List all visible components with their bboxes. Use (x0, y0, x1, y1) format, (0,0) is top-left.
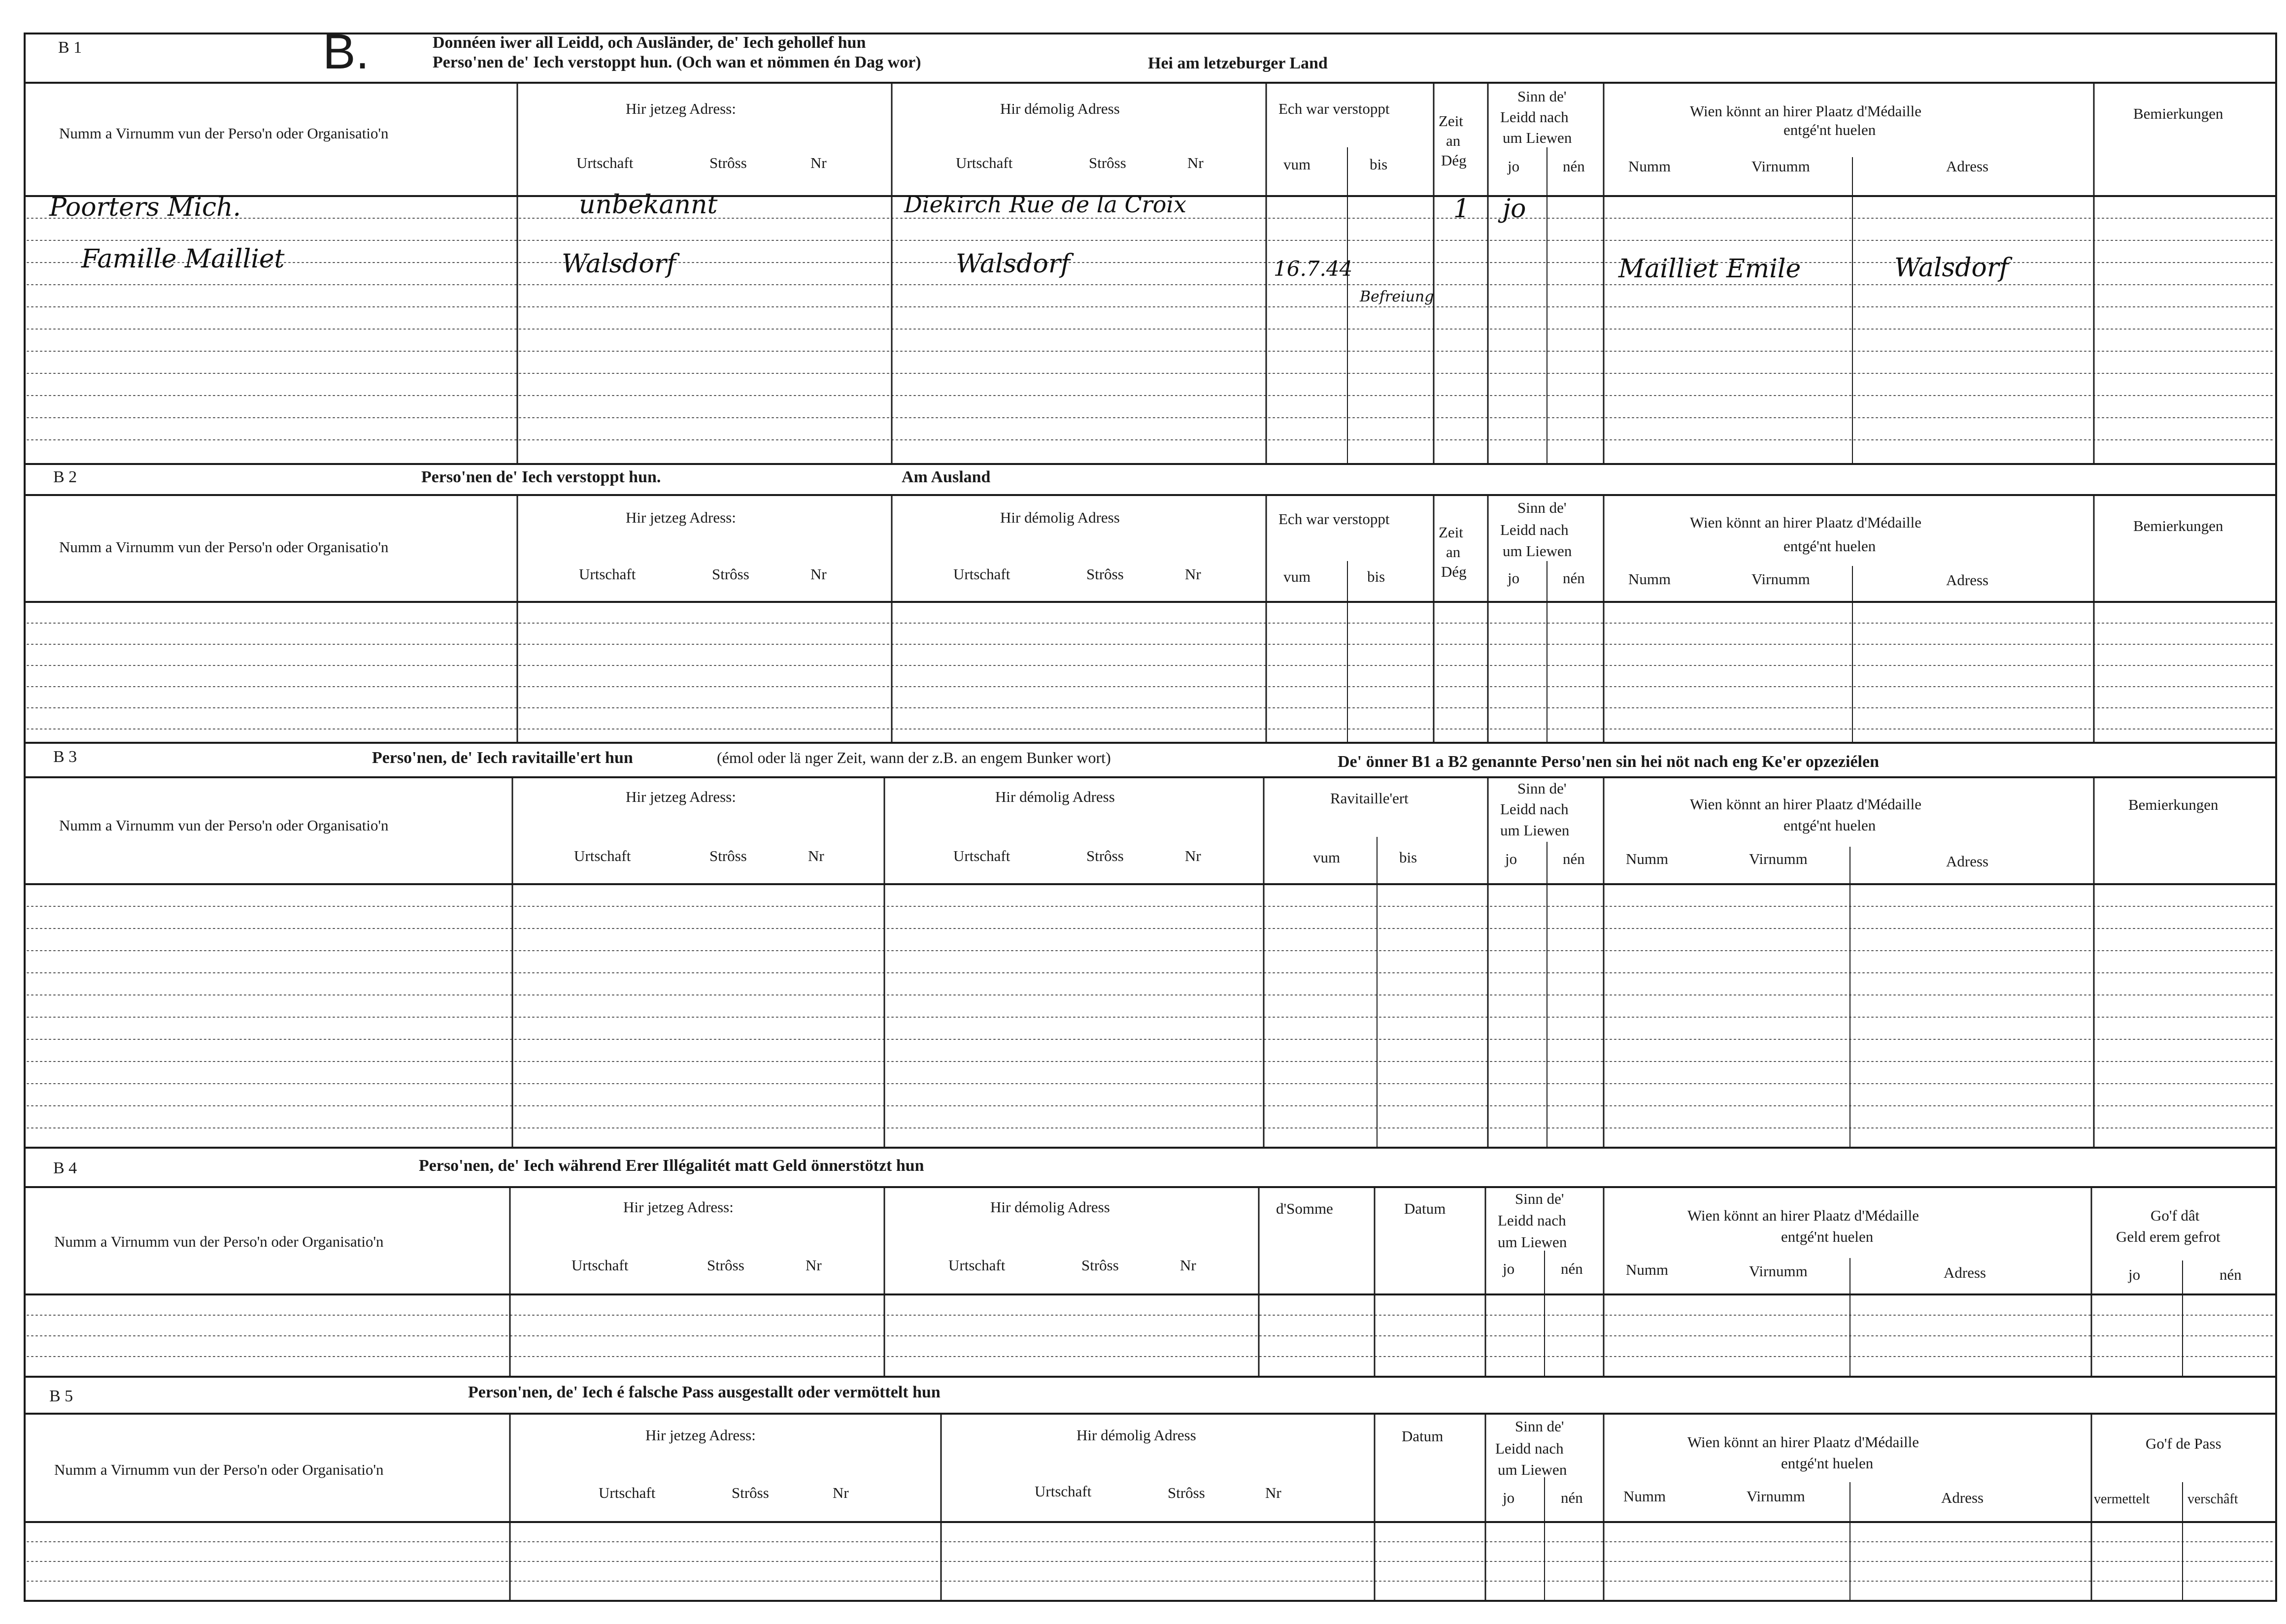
col-alive-header-3: um Liewen (1498, 1461, 1567, 1478)
sub-street: Strôss (1086, 565, 1124, 583)
sub-name: Numm (1623, 1488, 1666, 1505)
col-alive-header-1: Sinn de' (1515, 1190, 1564, 1207)
col-medal-header-1: Wien könnt an hirer Plaatz d'Médaille (1690, 514, 1922, 531)
section-title-line1: Donnéen iwer all Leidd, och Ausländer, de' Iech gehollef hun (433, 33, 866, 52)
col-alive-header-2: Leidd nach (1500, 521, 1569, 538)
section-title: Perso'nen, de' Iech ravitaille'ert hun (372, 749, 633, 767)
col-alive-header-1: Sinn de' (1517, 780, 1567, 797)
sub-nr: Nr (1185, 847, 1201, 864)
col-medal-header-2: entgé'nt huelen (1781, 1455, 1874, 1472)
sub-nr: Nr (808, 847, 824, 864)
col-medal-header-2: entgé'nt huelen (1781, 1228, 1874, 1245)
sub-firstname: Virnumm (1751, 570, 1810, 588)
col-alive-header-3: um Liewen (1503, 129, 1572, 146)
section-code: B 2 (53, 468, 77, 486)
entry-1-alive: jo (1503, 194, 1526, 224)
col-former-header: Hir démolig Adress (1076, 1426, 1196, 1444)
section-code: B 3 (53, 748, 77, 766)
sub-street: Strôss (1086, 847, 1124, 864)
col-current-header: Hir jetzeg Adress: (645, 1426, 756, 1444)
section-title: Perso'nen de' Iech verstoppt hun. (421, 468, 661, 486)
sub-from: vum (1283, 568, 1311, 585)
col-current-header: Hir jetzeg Adress: (626, 509, 736, 526)
entry-2-name: Famille Mailliet (81, 244, 285, 274)
col-sum-header: d'Somme (1276, 1200, 1333, 1217)
sub-no: nén (1563, 569, 1585, 587)
col-alive-header-1: Sinn de' (1517, 499, 1567, 516)
entry-2-to: Befreiung (1360, 288, 1434, 305)
section-title: Person'nen, de' Iech é falsche Pass ausgestallt oder vermöttelt hun (468, 1383, 941, 1401)
sub-yes: jo (1508, 158, 1520, 175)
sub-no: nén (1563, 158, 1585, 175)
col-remarks-header: Bemierkungen (2133, 105, 2223, 122)
col-name-header: Numm a Virnumm vun der Perso'n oder Organisatio'n (54, 1233, 384, 1250)
section-note: (émol oder lä nger Zeit, wann der z.B. an engem Bunker wort) (717, 749, 1111, 766)
col-hidden-header: Ech war verstoppt (1278, 100, 1390, 117)
sub-street: Strôss (1081, 1257, 1119, 1274)
col-medal-header-1: Wien könnt an hirer Plaatz d'Médaille (1690, 795, 1922, 813)
col-date-header: Datum (1404, 1200, 1446, 1217)
sub-nr: Nr (810, 565, 827, 583)
col-alive-header-2: Leidd nach (1495, 1440, 1564, 1457)
sub-town: Urtschaft (953, 565, 1010, 583)
sub-address: Adress (1941, 1489, 1984, 1506)
sub-yes: jo (1508, 569, 1520, 587)
col-days-header-3: Dég (1441, 152, 1467, 169)
sub-street: Strôss (712, 565, 749, 583)
col-alive-header-1: Sinn de' (1517, 88, 1567, 105)
sub-address: Adress (1946, 158, 1989, 175)
col-former-header: Hir démolig Adress (995, 788, 1115, 805)
col-former-header: Hir démolig Adress (990, 1198, 1110, 1216)
sub-firstname: Virnumm (1747, 1488, 1805, 1505)
sub-street: Strôss (709, 154, 747, 171)
sub-no: nén (1561, 1260, 1583, 1277)
sub-town: Urtschaft (572, 1257, 629, 1274)
col-name-header: Numm a Virnumm vun der Perso'n oder Organisatio'n (59, 817, 389, 834)
col-supplied-header: Ravitaille'ert (1330, 790, 1409, 807)
entry-2-medal-address: Walsdorf (1894, 253, 2009, 283)
col-days-header-1: Zeit (1439, 524, 1463, 541)
sub-address: Adress (1944, 1264, 1986, 1281)
sub-name: Numm (1628, 570, 1671, 588)
entry-1-name: Poorters Mich. (49, 193, 241, 222)
sub-no: nén (2219, 1266, 2242, 1283)
sub-to: bis (1370, 156, 1388, 173)
entry-2-from: 16.7.44 (1274, 257, 1353, 281)
col-remarks-header: Bemierkungen (2128, 796, 2219, 813)
entry-2-current: Walsdorf (562, 249, 676, 279)
section-title-line2: Perso'nen de' Iech verstoppt hun. (Och wan et nömmen én Dag wor) (433, 53, 921, 71)
col-current-header: Hir jetzeg Adress: (626, 788, 736, 805)
sub-yes: jo (1503, 1489, 1515, 1506)
col-medal-header-1: Wien könnt an hirer Plaatz d'Médaille (1687, 1207, 1919, 1224)
sub-nr: Nr (1185, 565, 1201, 583)
entry-1-current: unbekannt (579, 190, 718, 220)
sub-nr: Nr (806, 1257, 822, 1274)
sub-town: Urtschaft (948, 1257, 1006, 1274)
sub-no: nén (1561, 1489, 1583, 1506)
sub-issued: verschâft (2187, 1491, 2238, 1507)
col-hidden-header: Ech war verstoppt (1278, 510, 1390, 528)
sub-address: Adress (1946, 571, 1989, 589)
sub-nr: Nr (1187, 154, 1204, 171)
col-pass-header: Go'f de Pass (2146, 1435, 2221, 1452)
sub-from: vum (1283, 156, 1311, 173)
sub-nr: Nr (833, 1484, 849, 1501)
form-letter: B. (323, 24, 370, 79)
sub-town: Urtschaft (579, 565, 636, 583)
sub-street: Strôss (732, 1484, 769, 1501)
sub-yes: jo (1503, 1260, 1515, 1277)
sub-no: nén (1563, 850, 1585, 867)
sub-from: vum (1313, 849, 1341, 866)
col-date-header: Datum (1402, 1427, 1444, 1445)
col-alive-header-1: Sinn de' (1515, 1418, 1564, 1435)
col-alive-header-3: um Liewen (1498, 1233, 1567, 1251)
sub-town: Urtschaft (576, 154, 634, 171)
entry-2-medal-name: Mailliet Emile (1618, 254, 1801, 284)
col-alive-header-2: Leidd nach (1498, 1212, 1566, 1229)
entry-1-days: 1 (1453, 194, 1470, 224)
sub-mediated: vermettelt (2094, 1491, 2150, 1507)
sub-town: Urtschaft (956, 154, 1013, 171)
entry-2-former: Walsdorf (956, 249, 1070, 279)
sub-name: Numm (1626, 850, 1669, 867)
section-title: Perso'nen, de' Iech während Erer Illégalitét matt Geld önnerstötzt hun (419, 1157, 924, 1175)
col-name-header: Numm a Virnumm vun der Perso'n oder Organisatio'n (59, 125, 389, 142)
col-current-header: Hir jetzeg Adress: (623, 1198, 734, 1216)
sub-nr: Nr (810, 154, 827, 171)
sub-address: Adress (1946, 853, 1989, 870)
col-medal-header-2: entgé'nt huelen (1783, 537, 1876, 555)
col-alive-header-2: Leidd nach (1500, 800, 1569, 818)
section-title-right: Hei am letzeburger Land (1148, 54, 1328, 72)
col-medal-header-1: Wien könnt an hirer Plaatz d'Médaille (1687, 1433, 1919, 1451)
col-medal-header-2: entgé'nt huelen (1783, 121, 1876, 138)
col-name-header: Numm a Virnumm vun der Perso'n oder Organisatio'n (54, 1461, 384, 1478)
col-remarks-header: Bemierkungen (2133, 517, 2223, 534)
sub-yes: jo (1505, 850, 1517, 867)
col-former-header: Hir démolig Adress (1000, 509, 1120, 526)
sub-firstname: Virnumm (1749, 1262, 1808, 1280)
col-alive-header-3: um Liewen (1503, 542, 1572, 560)
section-code: B 1 (58, 38, 82, 57)
col-money-header-1: Go'f dât (2151, 1207, 2200, 1224)
sub-street: Strôss (1089, 154, 1126, 171)
section-code: B 4 (53, 1159, 77, 1177)
sub-name: Numm (1628, 158, 1671, 175)
sub-firstname: Virnumm (1749, 850, 1808, 867)
col-days-header-2: an (1446, 543, 1461, 561)
col-former-header: Hir démolig Adress (1000, 100, 1120, 117)
col-alive-header-2: Leidd nach (1500, 108, 1569, 126)
col-money-header-2: Geld erem gefrot (2116, 1228, 2220, 1245)
sub-street: Strôss (1168, 1484, 1205, 1501)
sub-town: Urtschaft (1035, 1483, 1092, 1500)
sub-town: Urtschaft (953, 847, 1010, 864)
col-name-header: Numm a Virnumm vun der Perso'n oder Organisatio'n (59, 538, 389, 556)
sub-to: bis (1399, 849, 1417, 866)
col-current-header: Hir jetzeg Adress: (626, 100, 736, 117)
col-days-header-2: an (1446, 132, 1461, 149)
sub-town: Urtschaft (574, 847, 631, 864)
sub-nr: Nr (1180, 1257, 1196, 1274)
sub-town: Urtschaft (599, 1484, 656, 1501)
entry-1-former: Diekirch Rue de la Croix (904, 191, 1187, 218)
section-title-right: De' önner B1 a B2 genannte Perso'nen sin hei nöt nach eng Ke'er opzeziélen (1338, 753, 1879, 771)
sub-yes: jo (2128, 1266, 2141, 1283)
sub-name: Numm (1626, 1261, 1669, 1278)
sub-to: bis (1367, 568, 1385, 585)
col-alive-header-3: um Liewen (1500, 822, 1570, 839)
sub-street: Strôss (707, 1257, 744, 1274)
sub-firstname: Virnumm (1751, 158, 1810, 175)
section-title-right: Am Ausland (902, 468, 991, 486)
col-medal-header-1: Wien könnt an hirer Plaatz d'Médaille (1690, 102, 1922, 120)
sub-nr: Nr (1265, 1484, 1281, 1501)
section-code: B 5 (49, 1387, 73, 1405)
col-days-header-3: Dég (1441, 563, 1467, 580)
col-medal-header-2: entgé'nt huelen (1783, 817, 1876, 834)
sub-street: Strôss (709, 847, 747, 864)
col-days-header-1: Zeit (1439, 112, 1463, 130)
